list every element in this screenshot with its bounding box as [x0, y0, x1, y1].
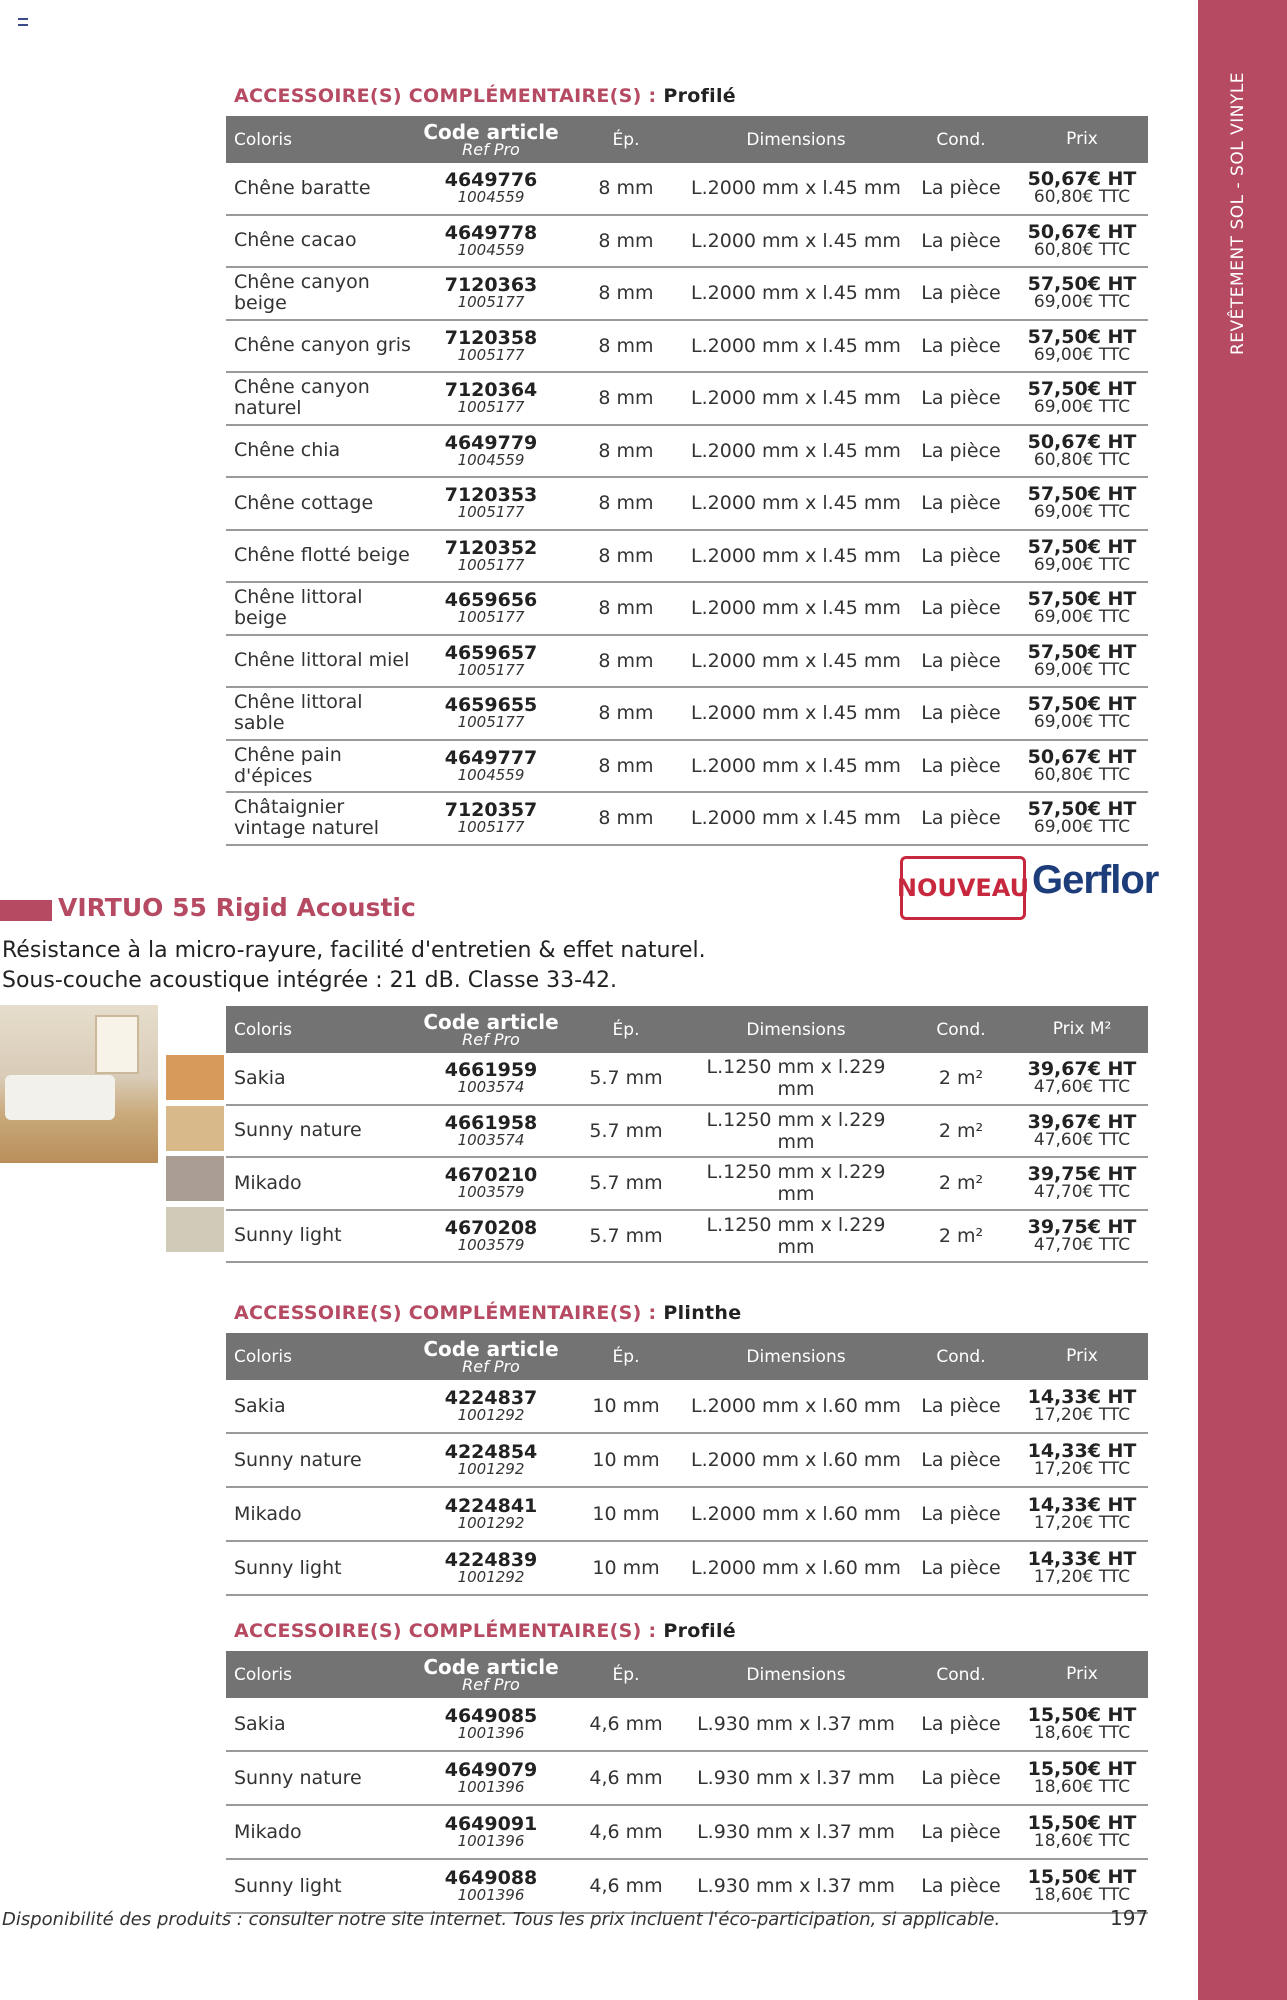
footer-note: Disponibilité des produits : consulter notre site internet. Tous les prix incluent l'éco-participation, si applicable. [2, 1909, 1001, 1930]
table-row [226, 1158, 1148, 1211]
cell-ep: 10 mm [592, 1503, 660, 1525]
cell-code: 7120352 1005177 [444, 536, 538, 574]
cell-code: 4659656 1005177 [444, 589, 538, 627]
cell-dimensions: L.1250 mm x l.229 mm [706, 1213, 886, 1258]
section4-table [226, 1651, 1148, 1914]
cell-prix: 15,50€ HT 18,60€ TTC [1027, 1812, 1137, 1851]
cell-code: 4649085 1001396 [444, 1705, 538, 1742]
cell-prix: 50,67€ HT 60,80€ TTC [1027, 220, 1137, 260]
cell-code: 7120357 1005177 [444, 799, 538, 837]
cell-cond: La pièce [921, 1713, 1001, 1735]
cell-ep: 5.7 mm [589, 1224, 663, 1247]
cell-cond: 2 m² [938, 1172, 984, 1195]
cell-cond: La pièce [921, 807, 1001, 830]
cell-code: 4659657 1005177 [444, 641, 538, 679]
cell-ep: 4,6 mm [589, 1713, 663, 1735]
cell-coloris: Sakia [234, 1066, 286, 1089]
cell-prix: 50,67€ HT 60,80€ TTC [1027, 430, 1137, 470]
cell-ep: 8 mm [598, 177, 654, 200]
cell-ep: 4,6 mm [589, 1875, 663, 1897]
table-row [226, 1752, 1148, 1806]
cell-code: 4661959 1003574 [444, 1059, 538, 1097]
cell-cond: La pièce [921, 1767, 1001, 1789]
cell-dimensions: L.2000 mm x l.45 mm [691, 439, 901, 462]
cell-cond: 2 m² [938, 1224, 984, 1247]
table-row [226, 636, 1148, 689]
table-row [226, 741, 1148, 794]
gerflor-logo: Gerflor [1032, 858, 1159, 902]
cell-coloris: Chêne canyon naturel [234, 376, 370, 420]
cell-code: 4649777 1004559 [444, 746, 538, 784]
cell-code: 4649779 1004559 [444, 431, 538, 469]
page-number: 197 [1110, 1906, 1149, 1930]
cell-coloris: Sunny light [234, 1874, 342, 1897]
cell-prix: 15,50€ HT 18,60€ TTC [1027, 1758, 1137, 1797]
cell-dimensions: L.2000 mm x l.45 mm [691, 492, 901, 515]
cell-coloris: Chêne flotté beige [234, 544, 410, 567]
cell-ep: 5.7 mm [589, 1067, 663, 1090]
cell-ep: 8 mm [598, 334, 654, 357]
cell-prix: 57,50€ HT 69,00€ TTC [1027, 693, 1137, 733]
cell-code: 7120363 1005177 [444, 274, 538, 312]
window-shape [95, 1015, 139, 1074]
table-row [226, 1380, 1148, 1434]
cell-prix: 57,50€ HT 69,00€ TTC [1027, 798, 1137, 838]
cell-code: 4649091 1001396 [444, 1813, 538, 1850]
cell-cond: La pièce [921, 1503, 1001, 1525]
cell-dimensions: L.2000 mm x l.45 mm [691, 649, 901, 672]
table-row [226, 1053, 1148, 1106]
cell-dimensions: L.2000 mm x l.45 mm [691, 597, 901, 620]
cell-code: 4649079 1001396 [444, 1759, 538, 1796]
cell-coloris: Châtaignier vintage naturel [234, 796, 379, 840]
swatch-sakia [166, 1055, 224, 1100]
cell-coloris: Sunny nature [234, 1448, 362, 1471]
cell-ep: 4,6 mm [589, 1767, 663, 1789]
section4-title: ACCESSOIRE(S) COMPLÉMENTAIRE(S) : Profilé [234, 1620, 736, 1642]
cell-coloris: Chêne cottage [234, 491, 374, 514]
cell-prix: 14,33€ HT 17,20€ TTC [1027, 1440, 1137, 1479]
cell-code: 4670210 1003579 [444, 1164, 538, 1202]
cell-code: 4649776 1004559 [444, 169, 538, 207]
cell-coloris: Chêne canyon gris [234, 334, 411, 357]
cell-coloris: Chêne littoral miel [234, 649, 410, 672]
section1-table [226, 116, 1148, 846]
swatch-mikado [166, 1156, 224, 1201]
cell-prix: 57,50€ HT 69,00€ TTC [1027, 640, 1137, 680]
cell-cond: La pièce [921, 754, 1001, 777]
cell-coloris: Sunny light [234, 1556, 342, 1579]
cell-cond: La pièce [921, 492, 1001, 515]
cell-code: 4659655 1005177 [444, 694, 538, 732]
cell-ep: 8 mm [598, 597, 654, 620]
cell-prix: 14,33€ HT 17,20€ TTC [1027, 1548, 1137, 1587]
table-row [226, 163, 1148, 216]
menu-icon [18, 18, 28, 26]
nouveau-badge: NOUVEAU [900, 856, 1026, 920]
section3-table [226, 1333, 1148, 1596]
cell-code: 7120358 1005177 [444, 326, 538, 364]
cell-dimensions: L.2000 mm x l.45 mm [691, 807, 901, 830]
cell-cond: La pièce [921, 1395, 1001, 1417]
cell-prix: 39,75€ HT 47,70€ TTC [1027, 1215, 1137, 1255]
cell-cond: La pièce [921, 229, 1001, 252]
cell-coloris: Sakia [234, 1394, 286, 1417]
cell-prix: 57,50€ HT 69,00€ TTC [1027, 273, 1137, 313]
cell-cond: La pièce [921, 1821, 1001, 1843]
cell-prix: 57,50€ HT 69,00€ TTC [1027, 588, 1137, 628]
product-table [226, 1006, 1148, 1263]
cell-ep: 5.7 mm [589, 1172, 663, 1195]
table-row [226, 1211, 1148, 1264]
table-row [226, 531, 1148, 584]
table-row [226, 793, 1148, 846]
table-row [226, 216, 1148, 269]
cell-code: 4649088 1001396 [444, 1867, 538, 1904]
cell-dimensions: L.2000 mm x l.60 mm [691, 1503, 901, 1525]
cell-coloris: Chêne cacao [234, 229, 357, 252]
room-photo [0, 1005, 158, 1163]
cell-dimensions: L.2000 mm x l.45 mm [691, 177, 901, 200]
table-header: Coloris Code article Ref Pro Ép. Dimensions Cond. Prix [226, 1651, 1148, 1698]
cell-cond: 2 m² [938, 1067, 984, 1090]
cell-ep: 10 mm [592, 1557, 660, 1579]
cell-dimensions: L.2000 mm x l.60 mm [691, 1557, 901, 1579]
cell-dimensions: L.1250 mm x l.229 mm [706, 1056, 886, 1101]
section1-title: ACCESSOIRE(S) COMPLÉMENTAIRE(S) : Profilé [234, 85, 736, 107]
cell-cond: La pièce [921, 544, 1001, 567]
cell-dimensions: L.2000 mm x l.45 mm [691, 754, 901, 777]
table-row [226, 321, 1148, 374]
cell-dimensions: L.2000 mm x l.45 mm [691, 387, 901, 410]
cell-dimensions: L.1250 mm x l.229 mm [706, 1108, 886, 1153]
cell-ep: 8 mm [598, 702, 654, 725]
table-header: Coloris Code article Ref Pro Ép. Dimensions Cond. Prix [226, 1333, 1148, 1380]
cell-dimensions: L.2000 mm x l.45 mm [691, 282, 901, 305]
cell-cond: La pièce [921, 702, 1001, 725]
cell-prix: 50,67€ HT 60,80€ TTC [1027, 745, 1137, 785]
table-row [226, 1542, 1148, 1596]
table-row [226, 1488, 1148, 1542]
cell-prix: 50,67€ HT 60,80€ TTC [1027, 168, 1137, 208]
table-row [226, 268, 1148, 321]
cell-cond: 2 m² [938, 1119, 984, 1142]
cell-prix: 39,75€ HT 47,70€ TTC [1027, 1163, 1137, 1203]
cell-cond: La pièce [921, 649, 1001, 672]
cell-code: 4224839 1001292 [444, 1549, 538, 1586]
cell-code: 4661958 1003574 [444, 1111, 538, 1149]
cell-ep: 8 mm [598, 807, 654, 830]
cell-coloris: Sakia [234, 1712, 286, 1735]
table-row [226, 1806, 1148, 1860]
cell-coloris: Chêne canyon beige [234, 271, 370, 315]
cell-cond: La pièce [921, 1875, 1001, 1897]
cell-code: 7120364 1005177 [444, 379, 538, 417]
cell-coloris: Mikado [234, 1502, 302, 1525]
cell-ep: 8 mm [598, 229, 654, 252]
cell-cond: La pièce [921, 439, 1001, 462]
cell-prix: 57,50€ HT 69,00€ TTC [1027, 378, 1137, 418]
cell-dimensions: L.1250 mm x l.229 mm [706, 1161, 886, 1206]
table-row [226, 1860, 1148, 1914]
cell-dimensions: L.930 mm x l.37 mm [697, 1713, 895, 1735]
cell-cond: La pièce [921, 387, 1001, 410]
cell-coloris: Mikado [234, 1820, 302, 1843]
cell-code: 4224837 1001292 [444, 1387, 538, 1424]
cell-cond: La pièce [921, 1449, 1001, 1471]
cell-ep: 8 mm [598, 754, 654, 777]
table-row [226, 583, 1148, 636]
cell-cond: La pièce [921, 597, 1001, 620]
swatch-sunny-nature [166, 1106, 224, 1151]
cell-ep: 8 mm [598, 492, 654, 515]
cell-ep: 10 mm [592, 1449, 660, 1471]
cell-prix: 57,50€ HT 69,00€ TTC [1027, 483, 1137, 523]
table-row [226, 426, 1148, 479]
cell-ep: 8 mm [598, 282, 654, 305]
cell-prix: 39,67€ HT 47,60€ TTC [1027, 1110, 1137, 1150]
cell-prix: 15,50€ HT 18,60€ TTC [1027, 1866, 1137, 1905]
swatch-sunny-light [166, 1207, 224, 1252]
cell-coloris: Chêne baratte [234, 176, 371, 199]
cell-code: 4670208 1003579 [444, 1216, 538, 1254]
cell-prix: 57,50€ HT 69,00€ TTC [1027, 535, 1137, 575]
cell-ep: 8 mm [598, 439, 654, 462]
cell-cond: La pièce [921, 282, 1001, 305]
cell-ep: 8 mm [598, 544, 654, 567]
cell-prix: 39,67€ HT 47,60€ TTC [1027, 1058, 1137, 1098]
product-title: VIRTUO 55 Rigid Acoustic [58, 893, 416, 922]
cell-cond: La pièce [921, 1557, 1001, 1579]
cell-ep: 4,6 mm [589, 1821, 663, 1843]
sidebar-label: REVÊTEMENT SOL - SOL VINYLE [1228, 71, 1248, 355]
cell-dimensions: L.930 mm x l.37 mm [697, 1875, 895, 1897]
cell-cond: La pièce [921, 334, 1001, 357]
cell-coloris: Chêne littoral sable [234, 691, 363, 735]
cell-ep: 10 mm [592, 1395, 660, 1417]
cell-coloris: Chêne pain d'épices [234, 743, 342, 787]
table-header: Coloris Code article Ref Pro Ép. Dimensions Cond. Prix M² [226, 1006, 1148, 1053]
cell-dimensions: L.2000 mm x l.45 mm [691, 544, 901, 567]
cell-coloris: Chêne littoral beige [234, 586, 363, 630]
cell-dimensions: L.930 mm x l.37 mm [697, 1821, 895, 1843]
cell-dimensions: L.2000 mm x l.60 mm [691, 1449, 901, 1471]
cell-dimensions: L.2000 mm x l.45 mm [691, 702, 901, 725]
table-row [226, 373, 1148, 426]
cell-dimensions: L.2000 mm x l.45 mm [691, 229, 901, 252]
product-marker [0, 900, 52, 921]
cell-coloris: Sunny nature [234, 1766, 362, 1789]
cell-ep: 8 mm [598, 649, 654, 672]
table-row [226, 1106, 1148, 1159]
cell-prix: 14,33€ HT 17,20€ TTC [1027, 1386, 1137, 1425]
product-description: Résistance à la micro-rayure, facilité d'entretien & effet naturel. Sous-couche acoustique intégrée : 21 dB. Classe 33-42. [2, 938, 706, 993]
cell-prix: 15,50€ HT 18,60€ TTC [1027, 1704, 1137, 1743]
cell-dimensions: L.930 mm x l.37 mm [697, 1767, 895, 1789]
table-row [226, 688, 1148, 741]
cell-coloris: Sunny light [234, 1224, 342, 1247]
cell-code: 7120353 1005177 [444, 484, 538, 522]
table-header: Coloris Code article Ref Pro Ép. Dimensions Cond. Prix [226, 116, 1148, 163]
cell-code: 4224854 1001292 [444, 1441, 538, 1478]
cell-cond: La pièce [921, 177, 1001, 200]
cell-dimensions: L.2000 mm x l.45 mm [691, 334, 901, 357]
cell-coloris: Sunny nature [234, 1119, 362, 1142]
cell-coloris: Chêne chia [234, 439, 341, 462]
section3-title: ACCESSOIRE(S) COMPLÉMENTAIRE(S) : Plinthe [234, 1302, 742, 1324]
cell-prix: 14,33€ HT 17,20€ TTC [1027, 1494, 1137, 1533]
cell-ep: 8 mm [598, 387, 654, 410]
bed-shape [5, 1075, 115, 1120]
cell-prix: 57,50€ HT 69,00€ TTC [1027, 325, 1137, 365]
table-row [226, 1698, 1148, 1752]
table-row [226, 1434, 1148, 1488]
cell-dimensions: L.2000 mm x l.60 mm [691, 1395, 901, 1417]
cell-code: 4649778 1004559 [444, 221, 538, 259]
cell-coloris: Mikado [234, 1171, 302, 1194]
cell-code: 4224841 1001292 [444, 1495, 538, 1532]
table-row [226, 478, 1148, 531]
cell-ep: 5.7 mm [589, 1119, 663, 1142]
